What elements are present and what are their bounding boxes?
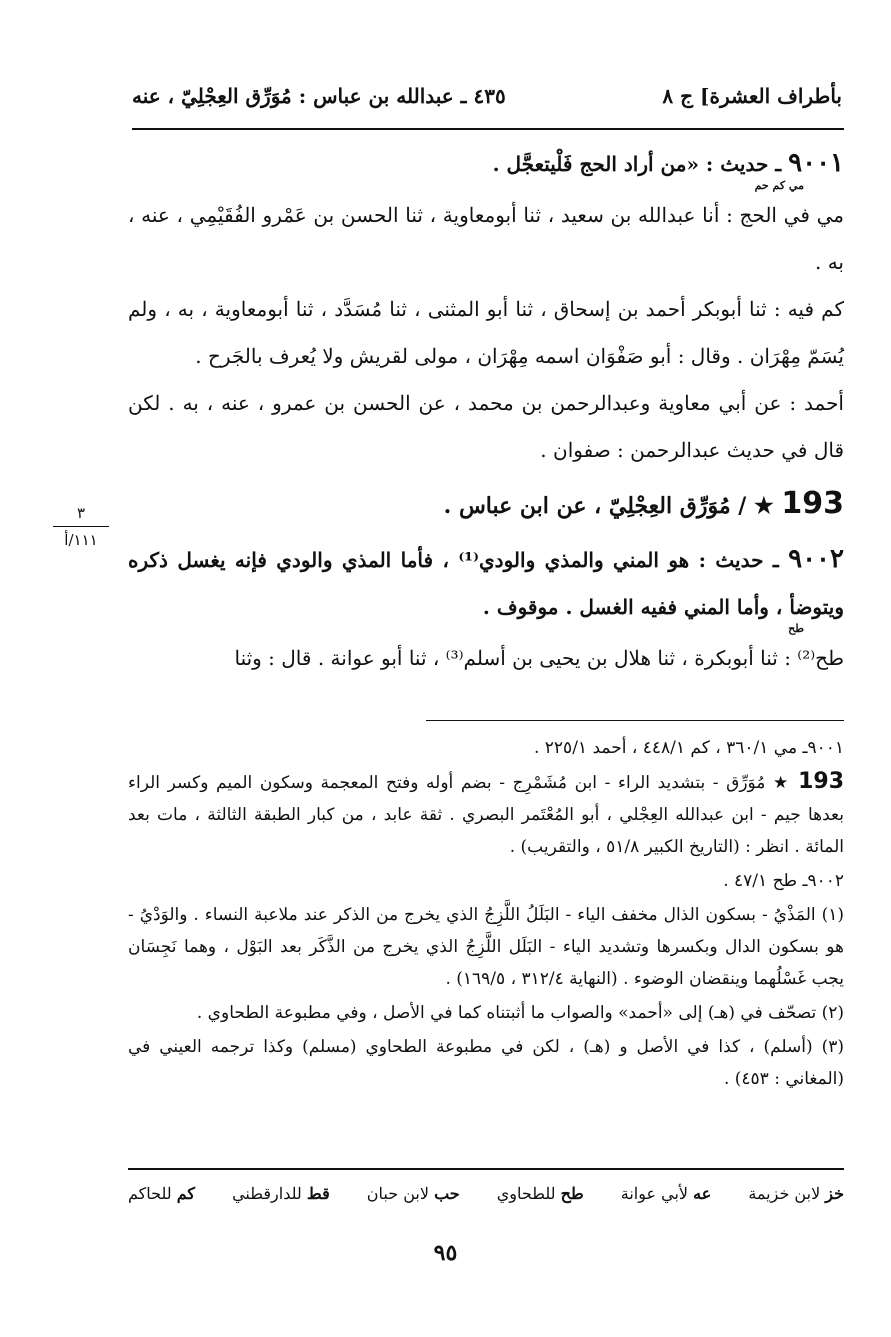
abbreviations-rule: [128, 1168, 844, 1170]
margin-note-bottom: ١١١/أ: [64, 531, 98, 549]
footnote: ٩٠٠٢ـ طح ٤٧/١ .: [723, 871, 844, 891]
footnote: (١) المَذْيُ - بسكون الذال مخفف الياء - البَلَلُ اللَّزِجُ الذي يخرج من الذكر عند ملاعبة النساء . والوَدْيُ - هو بسكون الدال وبكسرها وتشديد الياء - البَلَل اللَّزِجُ الذي يخرج من الذَّكَر بعد البَوْل ، وهما نَجِسَان يجب غَسْلُهما وينقضان الوضوء . (النهاية ٣١٢/٤ ، ١٦٩/٥) .: [128, 905, 844, 989]
abbreviation: عه لأبي عوانة: [620, 1184, 712, 1203]
header-volume: بأطراف العشرة] ج ٨: [662, 84, 842, 108]
running-header: [132, 84, 842, 118]
abbreviation: كم للحاكم: [128, 1184, 196, 1203]
abbreviation: طح للطحاوي: [496, 1184, 584, 1203]
header-chapter: ٤٣٥ ـ عبدالله بن عباس : مُوَرِّق العِجْلِيّ ، عنه: [132, 84, 506, 108]
abbreviation: خز لابن خزيمة: [748, 1184, 844, 1203]
footnote-number: 193: [798, 769, 845, 794]
section-number: 193: [781, 486, 844, 521]
section-heading: [128, 478, 844, 532]
footnotes: [128, 732, 844, 1097]
abbreviations-legend: [128, 1184, 844, 1203]
paragraph: طح⁽²⁾ : ثنا أبوبكرة ، ثنا هلال بن يحيى بن أسلم⁽³⁾ ، ثنا أبو عوانة . قال : وثنا: [234, 646, 844, 670]
hadith-title: ـ حديث : «من أراد الحج فَلْيتعجَّل .: [492, 152, 782, 176]
page-number: ٩٥: [433, 1240, 458, 1266]
paragraph: مي في الحج : أنا عبدالله بن سعيد ، ثنا أبومعاوية ، ثنا الحسن بن عَمْرو الفُقَيْمِي ، عنه ، به .: [128, 203, 844, 274]
main-text: [128, 140, 844, 682]
hadith-number: ٩٠٠١: [788, 148, 844, 178]
hadith-9001-heading: [128, 140, 844, 192]
margin-note: [46, 502, 116, 551]
abbreviation: قط للدارقطني: [232, 1184, 330, 1203]
section-title: ★ / مُوَرِّق العِجْلِيّ ، عن ابن عباس .: [443, 493, 774, 519]
hadith-title: ـ حديث : هو المني والمذي والودي⁽¹⁾ ، فأما المذي والودي فإنه يغسل ذكره ويتوضأ ، وأما المني ففيه الغسل . موقوف .: [128, 548, 844, 619]
margin-note-top: ٣: [76, 504, 86, 522]
footnote: (٢) تصحّف في (هـ) إلى «أحمد» والصواب ما أثبتناه كما في الأصل ، وفي مطبوعة الطحاوي .: [196, 1003, 844, 1023]
footnote-rule: [426, 720, 844, 721]
paragraph: أحمد : عن أبي معاوية وعبدالرحمن بن محمد ، عن الحسن بن عمرو ، عنه ، به . لكن قال في حديث عبدالرحمن : صفوان .: [128, 391, 844, 462]
abbreviation: حب لابن حبان: [366, 1184, 460, 1203]
header-rule: [132, 128, 844, 130]
hadith-9002-heading: [128, 536, 844, 635]
footnote: ٩٠٠١ـ مي ٣٦٠/١ ، كم ٤٤٨/١ ، أحمد ٢٢٥/١ .: [533, 738, 844, 758]
hadith-sources: طح: [788, 622, 804, 635]
footnote: (٣) (أسلم) ، كذا في الأصل و (هـ) ، لكن في مطبوعة الطحاوي (مسلم) وكذا ترجمه العيني في (المغاني : ٤٥٣) .: [128, 1037, 844, 1089]
footnote-text: ★ مُوَرِّق - بتشديد الراء - ابن مُشَمْرِج - بضم أوله وفتح المعجمة وسكون الميم وكسر الراء بعدها جيم - ابن عبدالله العِجْلي ، أبو المُعْتَمر البصري . ثقة عابد ، من كبار الطبقة الثالثة ، مات بعد المائة . انظر : (التاريخ الكبير ٥١/٨ ، والتقريب) .: [128, 773, 844, 857]
margin-note-divider: [53, 526, 109, 527]
hadith-number: ٩٠٠٢: [788, 544, 844, 574]
hadith-sources: مي كم حم: [754, 179, 804, 192]
paragraph: كم فيه : ثنا أبوبكر أحمد بن إسحاق ، ثنا أبو المثنى ، ثنا مُسَدَّد ، ثنا أبومعاوية ، به ، ولم يُسَمّ مِهْرَان . وقال : أبو صَفْوَان اسمه مِهْرَان ، مولى لقريش ولا يُعرف بالجَرح .: [128, 297, 844, 368]
footnote: [128, 766, 844, 863]
